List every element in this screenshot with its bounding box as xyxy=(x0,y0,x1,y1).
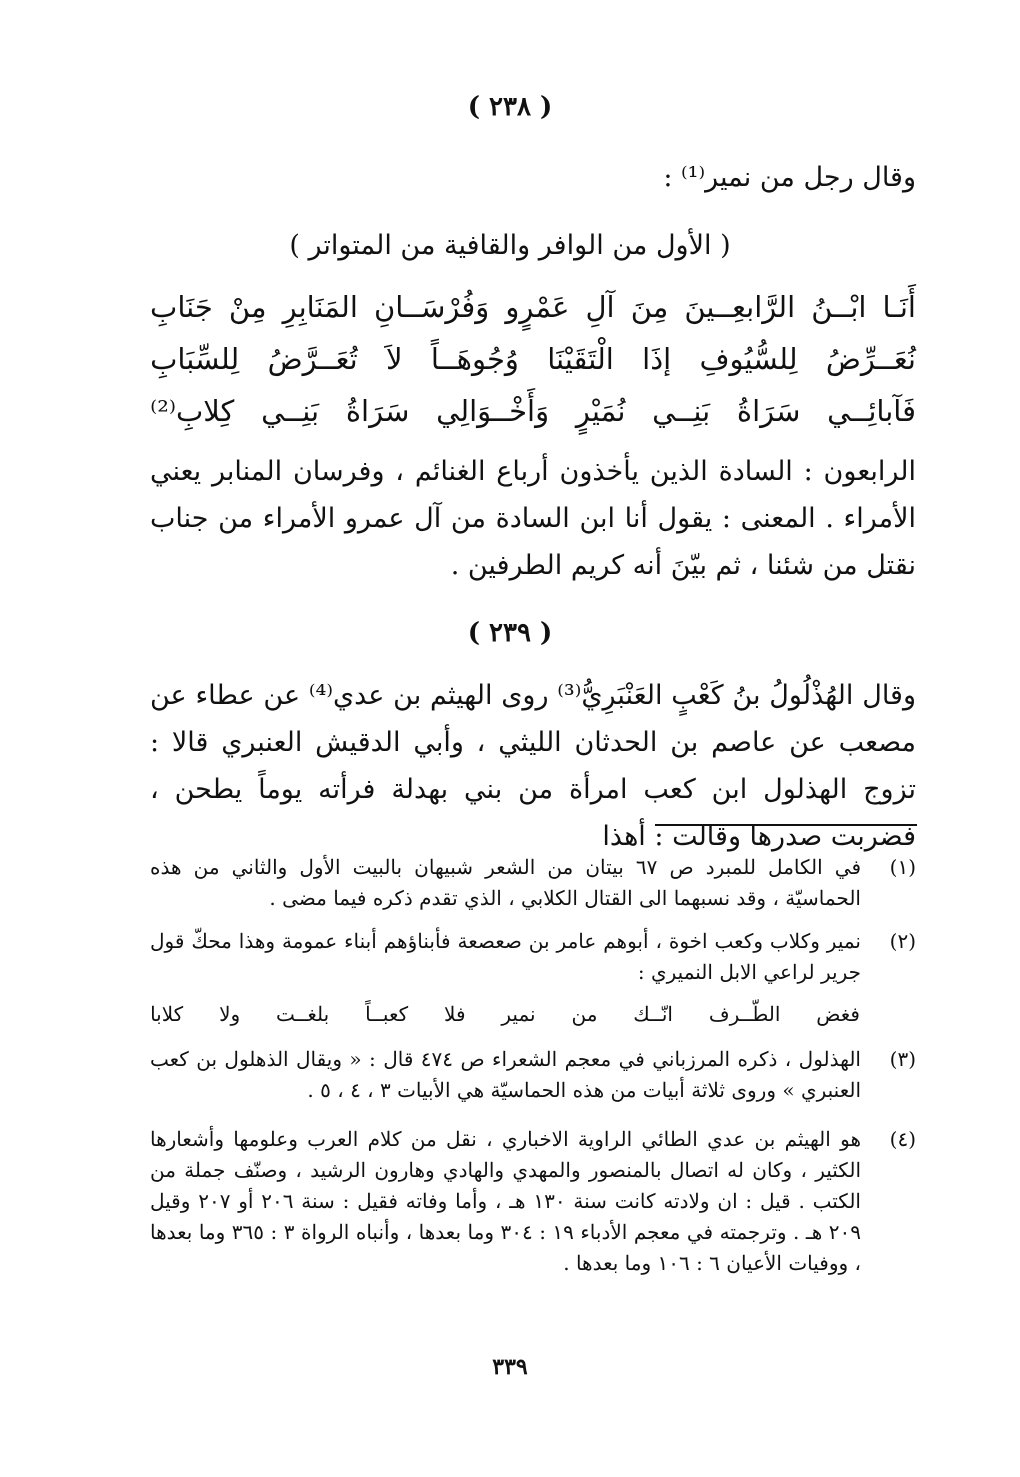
verse-word: آلِ xyxy=(585,290,615,324)
verse-word: إذَا xyxy=(642,342,672,376)
poetry-word: كعبــاً xyxy=(365,1002,409,1026)
verse-word: الرَّابعِــينَ xyxy=(684,290,796,324)
poetry-word: من xyxy=(571,1002,598,1026)
verse-word: وُجُوهَــاً xyxy=(430,342,519,376)
poem-number-239: ( ٢٣٩ ) xyxy=(467,618,553,648)
verse-word: مِنَ xyxy=(630,290,669,324)
meter-note: ( الأول من الوافر والقافية من المتواتر ) xyxy=(289,230,731,261)
verse-word: بَنِــي xyxy=(652,394,711,428)
verse-word: وَفُرْسَــانِ xyxy=(373,290,490,324)
footnote-mark: (٢) xyxy=(889,929,916,953)
verse-line-2 xyxy=(150,342,916,394)
footnote-mark: (٣) xyxy=(889,1047,916,1071)
verse-word: أَنَـا xyxy=(882,290,916,324)
verse-word: بَنِــي xyxy=(261,394,320,428)
footnote-mark: (٤) xyxy=(889,1127,916,1151)
footnote-1 xyxy=(150,852,916,914)
verse-word: ابْــنُ xyxy=(811,290,867,324)
footnote-text: الهذلول ، ذكره المرزباني في معجم الشعراء ص ٤٧٤ قال : « ويقال الذهلول بن كعب العنبري » وروى ثلاثة أبيات من هذه الحماسيّة هي الأبيات ٣ ، ٤ ، ٥ . xyxy=(150,1047,861,1102)
footnote-4 xyxy=(150,1124,916,1279)
commentary-paragraph: الرابعون : السادة الذين يأخذون أرباع الغنائم ، وفرسان المنابر يعني الأمراء . المعنى : يقول أنا ابن السادة من آل عمرو الأمراء من جناب نقتل من شئنا ، ثم بيّنَ أنه كريم الطرفين . xyxy=(150,456,916,581)
verse-word: جَنَابِ xyxy=(150,290,213,324)
verse-word: نُمَيْرٍ xyxy=(575,394,626,428)
footnote-text: في الكامل للمبرد ص ٦٧ بيتان من الشعر شبيهان بالبيت الأول والثاني من هذه الحماسيّة ، وقد نسبهما الى القتال الكلابي ، الذي تقدم ذكره فيما مضى . xyxy=(150,855,862,910)
poem-number-238: ( ٢٣٨ ) xyxy=(467,92,553,122)
page-number: ٣٣٩ xyxy=(492,1354,528,1380)
verse-word: مِنْ xyxy=(228,290,267,324)
footnote-text: نمير وكلاب وكعب اخوة ، أبوهم عامر بن صعصعة فأبناؤهم أبناء عمومة وهذا محكّ قول جرير لراعي الابل النميري : xyxy=(150,929,862,984)
verse-word: كِلابِ⁽²⁾ xyxy=(150,394,235,428)
poetry-word: انّــك xyxy=(633,1002,673,1026)
verse-word: عَمْرٍو xyxy=(505,290,570,324)
footnote-2 xyxy=(150,926,916,988)
footnote-mark: (١) xyxy=(889,855,916,879)
verse-word: المَنَابِرِ xyxy=(282,290,358,324)
poetry-word: فغض xyxy=(816,1002,860,1026)
poetry-word: فلا xyxy=(444,1002,466,1026)
poetry-word: ولا xyxy=(219,1002,241,1026)
verse-word: فَآبائِــي xyxy=(827,394,916,428)
verse-word: الْتَقَيْنَا xyxy=(547,342,614,376)
verse-word: تُعَــرَّضُ xyxy=(267,342,358,376)
footnote-poetry-line xyxy=(150,1002,860,1032)
footnote-divider xyxy=(655,824,917,826)
footnote-text: هو الهيثم بن عدي الطائي الراوية الاخباري ، نقل من كلام العرب وعلومها وأشعارها الكثير ، وكان له اتصال بالمنصور والمهدي والهادي وهارون الرشيد ، وصنّف جملة من الكتب . قيل : ان ولادته كانت سنة ١٣٠ هـ ، وأما وفاته فقيل : سنة ٢٠٦ أو ٢٠٧ وقيل ٢٠٩ هـ . وترجمته في معجم الأدباء ١٩ : ٣٠٤ وما بعدها ، وأنباه الرواة ٣ : ٣٦٥ وما بعدها ، ووفيات الأعيان ٦ : ١٠٦ وما بعدها . xyxy=(150,1127,861,1275)
verse-word: سَرَاةُ xyxy=(736,394,801,428)
verse-word: لِلسُّيُوفِ xyxy=(699,342,798,376)
verse-word: لاَ xyxy=(386,342,403,376)
verse-word: وَأَخْــوَالِي xyxy=(436,394,550,428)
narration-paragraph: وقال الهُذْلُولُ بنُ كَعْبٍ العَنْبَرِيُّ⁽³⁾ روى الهيثم بن عدي⁽⁴⁾ عن عطاء عن مصعب عن عاصم بن الحدثان الليثي ، وأبي الدقيش العنبري قالا : تزوج الهذلول ابن كعب امرأة من بني بهدلة فرأته يوماً يطحن ، فضربت صدرها وقالت : أهذا xyxy=(150,680,916,852)
poetry-word: بلغــت xyxy=(276,1002,330,1026)
verse-word: سَرَاةُ xyxy=(345,394,410,428)
verse-line-3 xyxy=(150,394,916,446)
footnote-3 xyxy=(150,1044,916,1106)
verse-word: لِلسِّبَابِ xyxy=(150,342,240,376)
verse-word: نُعَــرِّضُ xyxy=(825,342,916,376)
poem-intro: وقال رجل من نمير⁽¹⁾ : xyxy=(663,162,916,193)
poetry-word: نمير xyxy=(501,1002,536,1026)
poetry-word: الطّــرف xyxy=(708,1002,781,1026)
verse-line-1 xyxy=(150,290,916,342)
poetry-word: كلابا xyxy=(150,1002,184,1026)
